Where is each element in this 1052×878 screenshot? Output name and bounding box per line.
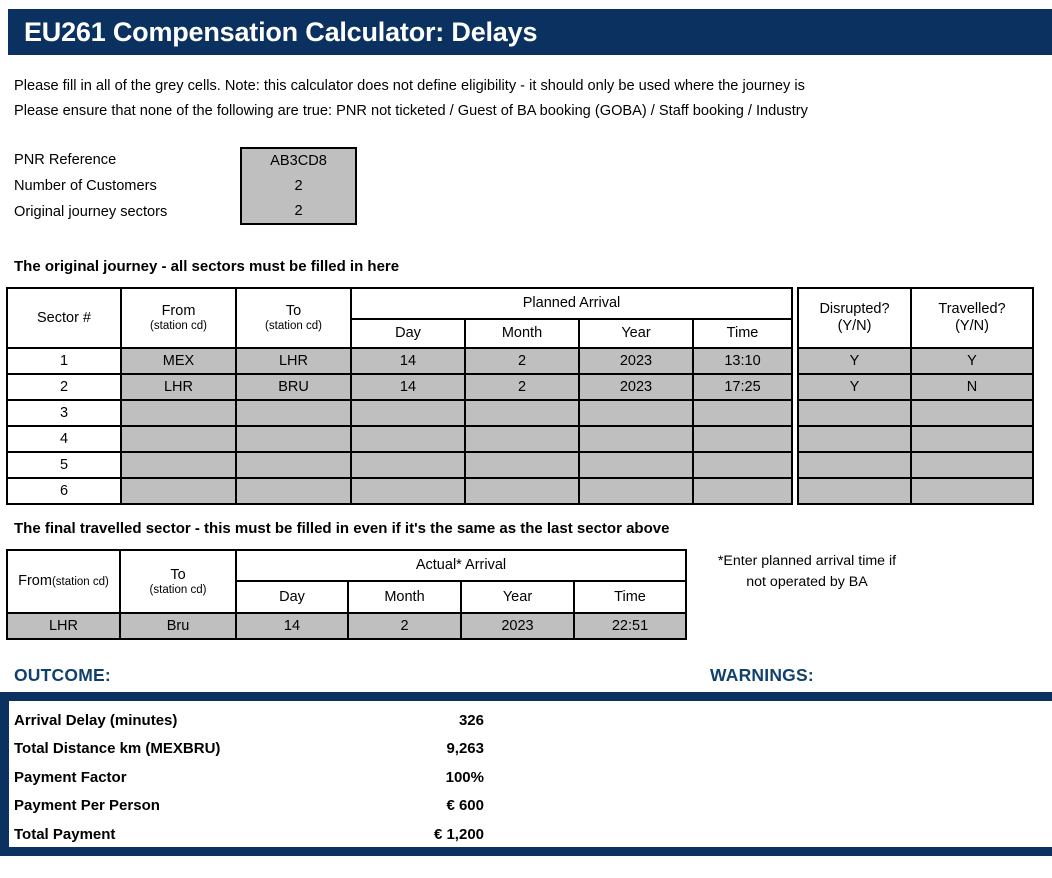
page-title: EU261 Compensation Calculator: Delays — [24, 16, 538, 47]
cell-month[interactable]: 2 — [465, 348, 579, 374]
outcome-row-total-distance — [14, 735, 484, 764]
header-to-sub: (station cd) — [265, 320, 322, 333]
final-cell-from[interactable]: LHR — [7, 613, 120, 639]
cell-from[interactable] — [121, 452, 236, 478]
pnr-reference-label: PNR Reference — [14, 152, 117, 168]
cell-travelled[interactable]: Y — [911, 348, 1033, 374]
table-row — [7, 426, 1033, 452]
cell-day[interactable]: 14 — [351, 348, 465, 374]
table-row — [7, 478, 1033, 504]
outcome-label-arrival-delay: Arrival Delay (minutes) — [14, 711, 178, 729]
cell-disrupted[interactable] — [798, 400, 911, 426]
header-month: Month — [465, 319, 579, 348]
final-cell-day[interactable]: 14 — [236, 613, 348, 639]
number-of-customers-input[interactable]: 2 — [240, 173, 357, 199]
cell-to[interactable]: LHR — [236, 348, 351, 374]
header-year: Year — [579, 319, 693, 348]
final-cell-to[interactable]: Bru — [120, 613, 236, 639]
final-header-to-sub: (station cd) — [149, 583, 207, 596]
cell-day[interactable]: 14 — [351, 374, 465, 400]
table-row — [7, 613, 686, 639]
cell-month[interactable] — [465, 452, 579, 478]
cell-month[interactable] — [465, 400, 579, 426]
final-header-from — [7, 550, 120, 613]
final-header-to — [120, 550, 236, 613]
final-cell-year[interactable]: 2023 — [461, 613, 574, 639]
cell-travelled[interactable] — [911, 478, 1033, 504]
cell-to[interactable] — [236, 478, 351, 504]
final-header-to-main: To — [170, 566, 186, 583]
cell-to[interactable] — [236, 452, 351, 478]
cell-year[interactable] — [579, 400, 693, 426]
final-header-from-sub: (station cd) — [51, 576, 109, 589]
outcome-row-payment-per-person — [14, 792, 484, 821]
original-journey-table — [6, 287, 1034, 505]
cell-sector: 1 — [7, 348, 121, 374]
cell-sector: 4 — [7, 426, 121, 452]
header-disrupted-sub: (Y/N) — [837, 318, 872, 334]
outcome-value-total-payment: € 1,200 — [433, 825, 484, 843]
cell-time[interactable]: 13:10 — [693, 348, 792, 374]
final-header-year: Year — [461, 581, 574, 613]
cell-day[interactable] — [351, 400, 465, 426]
cell-year[interactable]: 2023 — [579, 348, 693, 374]
cell-sector: 2 — [7, 374, 121, 400]
cell-travelled[interactable] — [911, 426, 1033, 452]
cell-from[interactable]: MEX — [121, 348, 236, 374]
cell-month[interactable]: 2 — [465, 374, 579, 400]
final-header-day: Day — [236, 581, 348, 613]
intro-line-2: Please ensure that none of the following are true: PNR not ticketed / Guest of BA booking (GOBA) / Staff booking / Industry — [14, 103, 808, 119]
warnings-section-label: WARNINGS: — [710, 665, 814, 685]
outcome-value-payment-factor: 100% — [445, 768, 484, 786]
number-of-customers-label: Number of Customers — [14, 178, 157, 194]
cell-time[interactable] — [693, 478, 792, 504]
cell-month[interactable] — [465, 478, 579, 504]
outcome-label-total-payment: Total Payment — [14, 825, 116, 843]
cell-year[interactable]: 2023 — [579, 374, 693, 400]
table-row — [7, 374, 1033, 400]
intro-line-1: Please fill in all of the grey cells. Note: this calculator does not define eligibility - it should only be used where the journey is — [14, 78, 805, 94]
cell-day[interactable] — [351, 452, 465, 478]
outcome-value-arrival-delay: 326 — [458, 711, 484, 729]
cell-day[interactable] — [351, 426, 465, 452]
cell-year[interactable] — [579, 478, 693, 504]
header-travelled — [911, 288, 1033, 348]
outcome-results-list — [14, 706, 484, 849]
cell-to[interactable] — [236, 426, 351, 452]
cell-sector: 3 — [7, 400, 121, 426]
final-cell-month[interactable]: 2 — [348, 613, 461, 639]
header-time: Time — [693, 319, 792, 348]
table-row — [7, 348, 1033, 374]
outcome-row-payment-factor — [14, 763, 484, 792]
booking-details-block — [14, 147, 357, 225]
number-of-customers-row — [14, 173, 357, 199]
cell-month[interactable] — [465, 426, 579, 452]
cell-from[interactable] — [121, 400, 236, 426]
cell-time[interactable] — [693, 400, 792, 426]
cell-disrupted[interactable] — [798, 426, 911, 452]
header-disrupted-main: Disrupted? — [819, 301, 890, 318]
original-journey-heading: The original journey - all sectors must be filled in here — [14, 258, 400, 275]
final-travelled-sector-table — [6, 549, 687, 640]
warnings-content-area — [490, 706, 1040, 842]
cell-day[interactable] — [351, 478, 465, 504]
final-sector-heading: The final travelled sector - this must be filled in even if it's the same as the last sector above — [14, 520, 670, 537]
cell-from[interactable] — [121, 478, 236, 504]
table-row — [7, 452, 1033, 478]
cell-disrupted[interactable]: Y — [798, 348, 911, 374]
final-header-from-main: From — [18, 573, 52, 590]
cell-from[interactable] — [121, 426, 236, 452]
intro-instructions — [14, 74, 1052, 124]
cell-disrupted[interactable]: Y — [798, 374, 911, 400]
header-travelled-sub: (Y/N) — [955, 318, 989, 334]
final-header-actual-arrival: Actual* Arrival — [236, 550, 686, 581]
actual-arrival-footnote: *Enter planned arrival time if not operated by BA — [717, 553, 897, 590]
cell-travelled[interactable] — [911, 452, 1033, 478]
pnr-reference-row — [14, 147, 357, 173]
cell-year[interactable] — [579, 426, 693, 452]
outcome-label-payment-per-person: Payment Per Person — [14, 797, 160, 815]
cell-from[interactable]: LHR — [121, 374, 236, 400]
outcome-section-label: OUTCOME: — [14, 665, 111, 685]
header-to-main: To — [285, 303, 302, 320]
outcome-row-total-payment — [14, 820, 484, 849]
header-from — [121, 288, 236, 348]
outcome-row-arrival-delay — [14, 706, 484, 735]
header-from-main: From — [161, 303, 196, 320]
cell-to[interactable]: BRU — [236, 374, 351, 400]
outcome-label-total-distance: Total Distance km (MEXBRU) — [14, 740, 221, 758]
cell-sector: 5 — [7, 452, 121, 478]
cell-travelled[interactable]: N — [911, 374, 1033, 400]
header-day: Day — [351, 319, 465, 348]
cell-disrupted[interactable] — [798, 478, 911, 504]
final-header-month: Month — [348, 581, 461, 613]
header-from-sub: (station cd) — [150, 320, 207, 333]
cell-travelled[interactable] — [911, 400, 1033, 426]
header-travelled-main: Travelled? — [938, 301, 1006, 318]
cell-disrupted[interactable] — [798, 452, 911, 478]
final-header-time: Time — [574, 581, 686, 613]
outcome-label-payment-factor: Payment Factor — [14, 768, 127, 786]
table-row — [7, 400, 1033, 426]
cell-time[interactable] — [693, 426, 792, 452]
pnr-reference-input[interactable]: AB3CD8 — [240, 147, 357, 173]
cell-time[interactable]: 17:25 — [693, 374, 792, 400]
cell-to[interactable] — [236, 400, 351, 426]
original-journey-sectors-label: Original journey sectors — [14, 204, 168, 220]
original-journey-sectors-row — [14, 199, 357, 225]
app-title-bar — [8, 9, 1052, 55]
header-sector: Sector # — [7, 288, 121, 348]
header-planned-arrival: Planned Arrival — [351, 288, 792, 319]
outcome-value-payment-per-person: € 600 — [446, 797, 484, 815]
header-to — [236, 288, 351, 348]
final-cell-time[interactable]: 22:51 — [574, 613, 686, 639]
cell-sector: 6 — [7, 478, 121, 504]
cell-time[interactable] — [693, 452, 792, 478]
cell-year[interactable] — [579, 452, 693, 478]
header-disrupted — [798, 288, 911, 348]
outcome-value-total-distance: 9,263 — [446, 740, 484, 758]
original-journey-sectors-input[interactable]: 2 — [240, 199, 357, 225]
